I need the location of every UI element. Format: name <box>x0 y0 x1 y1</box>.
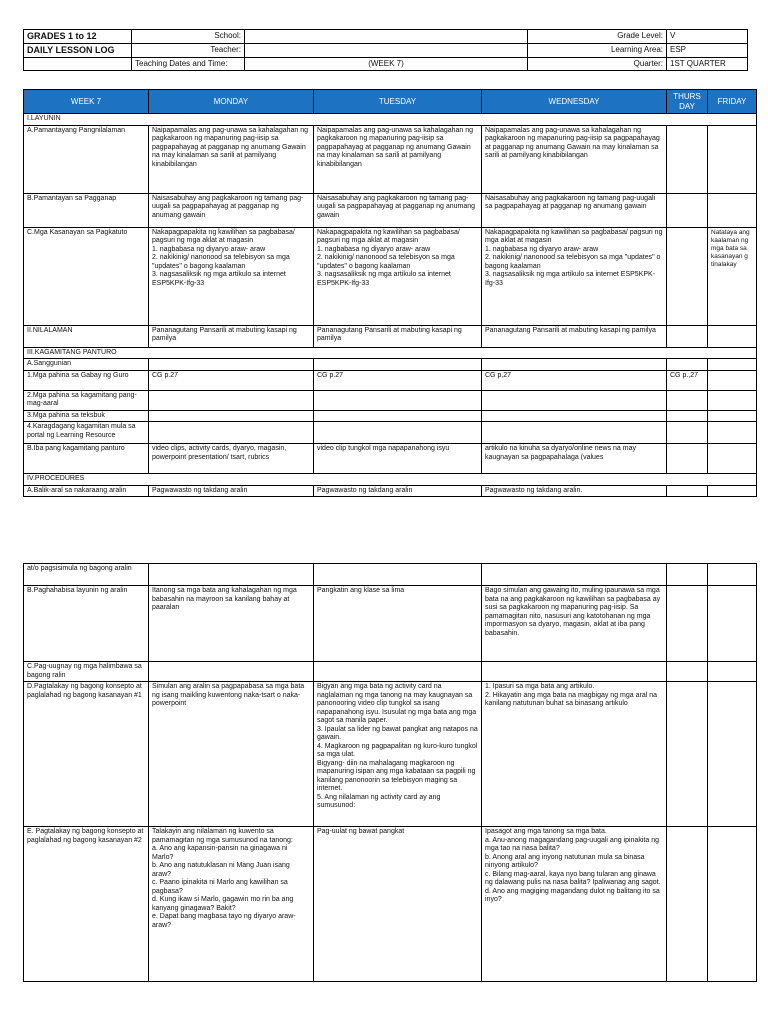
row-label: D.Pagtalakay ng bagong konsepto at paglalahad ng bagong kasanayan #1 <box>24 682 149 827</box>
row-label: A.Pamantayang Pangnilalaman <box>24 125 149 193</box>
teacher-label: Teacher: <box>132 44 245 58</box>
cell-wednesday: artikulo na kinuha sa dyaryo/online news na may kaugnayan sa pagpapahalaga (values <box>482 444 667 474</box>
cell-monday <box>149 390 314 410</box>
cell-monday: Naipapamalas ang pag-unawa sa kahalagahan ng pagkakaroon ng mapanuring pag-iisip sa pagpapahayag at pagganap ng anumang Gawain na may kinalaman sa sarili at pamilyang kinabibilangan <box>149 125 314 193</box>
row-label: E. Pagtalakay ng bagong konsepto at paglalahad ng bagong kasanayan #2 <box>24 827 149 982</box>
cell-thursday <box>667 682 708 827</box>
cell-friday <box>708 827 757 982</box>
cell-wednesday <box>482 390 667 410</box>
school-field[interactable] <box>245 30 528 44</box>
cell-tuesday <box>314 422 482 444</box>
row-label: A.Balik-aral sa nakaraang aralin <box>24 485 149 497</box>
cell-monday: Itanong sa mga bata ang kahalagahan ng mga babasahin na mayroon sa kanilang bahay at paaralan <box>149 586 314 662</box>
cell-monday: Pagwawasto ng takdang aralin <box>149 485 314 497</box>
cell-tuesday: Pananagutang Pansarili at mabuting kasapi ng pamilya <box>314 325 482 347</box>
cell-friday <box>708 485 757 497</box>
cell-thursday: CG p.,27 <box>667 370 708 390</box>
cell-friday <box>708 325 757 347</box>
cell-friday: Natataya ang kaalaman ng mga bata sa kasanayan g tinalakay <box>708 227 757 325</box>
section-procedures: IV.PROCEDURES <box>24 474 757 486</box>
cell-wednesday <box>482 422 667 444</box>
col-friday: FRIDAY <box>708 90 757 114</box>
cell-tuesday: Pagwawasto ng takdang aralin <box>314 485 482 497</box>
cell-monday: video clips, activity cards, dyaryo, magasin, powerpoint presentation/ tsart, rubrics <box>149 444 314 474</box>
cell-monday <box>149 662 314 682</box>
cell-tuesday: video clip tungkol mga napapanahong isyu <box>314 444 482 474</box>
teacher-field[interactable] <box>245 44 528 58</box>
cell-tuesday: Naisasabuhay ang pagkakaroon ng tamang pag-uugali sa pagpapahayag at pagganap ng anumang gawain <box>314 193 482 227</box>
cell-monday: Simulan ang aralin sa pagpapabasa sa mga bata ng isang maikling kuwentong naka-tsart o naka-powerpoint <box>149 682 314 827</box>
row-label: B.Iba pang kagamitang panturo <box>24 444 149 474</box>
cell-monday: Naisasabuhay ang pagkakaroon ng tamang pag-uugali sa pagpapahayag at pagganap ng anumang gawain <box>149 193 314 227</box>
quarter-value: 1ST QUARTER <box>667 58 748 71</box>
col-wednesday: WEDNESDAY <box>482 90 667 114</box>
cell-wednesday: Naipapamalas ang pag-unawa sa kahalagahan ng pagkakaroon ng mapanuring pag-iisip sa pagpapahayag at pagganap ng anumang Gawain na may kinalaman sa sarili at pamilyang kinabibilangan <box>482 125 667 193</box>
title-grades: GRADES 1 to 12 <box>24 30 132 44</box>
cell-monday <box>149 410 314 422</box>
cell-friday <box>708 370 757 390</box>
cell-wednesday: Pananagutang Pansarili at mabuting kasapi ng pamilya <box>482 325 667 347</box>
quarter-label: Quarter: <box>528 58 667 71</box>
col-week: WEEK 7 <box>24 90 149 114</box>
cell-friday <box>708 564 757 586</box>
grade-level-value: V <box>667 30 748 44</box>
cell-wednesday <box>482 359 667 371</box>
row-label: B.Pamantayan sa Pagganap <box>24 193 149 227</box>
lesson-log-header <box>23 29 748 71</box>
cell-thursday <box>667 485 708 497</box>
title-daily-lesson-log: DAILY LESSON LOG <box>24 44 132 58</box>
cell-thursday <box>667 586 708 662</box>
cell-wednesday: Nakapagpapakita ng kawilihan sa pagbabasa/ pagsuri ng mga aklat at magasin 1. nagbabasa ng diyaryo araw- araw 2. nakikinig/ nanonood sa telebisyon sa mga "updates" o bagong kaalaman 3. nagsasaliksik ng mga artikulo sa internet ESP5KPK-Ifg-33 <box>482 227 667 325</box>
cell-wednesday: Naisasabuhay ang pagkakaroon ng tamang pag-uugali sa pagpapahayag at pagganap ng anumang gawain <box>482 193 667 227</box>
cell-tuesday: Pag-uulat ng bawat pangkat <box>314 827 482 982</box>
cell-friday <box>708 444 757 474</box>
cell-monday: Talakayin ang nilalaman ng kuwento sa pamamagitan ng mga sumusunod na tanong: a. Ano ang kapansin-pansin na ginagawa ni Marlo? b. Ano ang natutuklasan ni Mang Juan isang araw? c. Paano ipinakita ni Marlo ang kawilihan sa pagbasa? d. Kung ikaw si Marlo, gagawin mo rin ba ang kanyang ginagawa? Bakit? e. Dapat bang magbasa tayo ng diyaryo araw-araw? <box>149 827 314 982</box>
cell-wednesday: Ipasagot ang mga tanong sa mga bata. a. Anu-anong magagandang pag-uugali ang ipinakita ng mga tao na nasa balita? b. Anong aral ang inyong natutunan mula sa binasa ninyong artikulo? c. Bilang mag-aaral, kaya nyo bang tularan ang ginawa ng dalawang pulis na nasa balita? Ipaliwanag ang sagot. d. Ano ang magiging magandang dulot ng balitang ito sa inyo? <box>482 827 667 982</box>
header-empty-cell <box>24 58 132 71</box>
cell-thursday <box>667 410 708 422</box>
cell-wednesday: Pagwawasto ng takdang aralin. <box>482 485 667 497</box>
cell-monday <box>149 564 314 586</box>
cell-thursday <box>667 422 708 444</box>
cell-thursday <box>667 359 708 371</box>
cell-thursday <box>667 125 708 193</box>
learning-area-value: ESP <box>667 44 748 58</box>
dates-label: Teaching Dates and Time: <box>132 58 245 71</box>
cell-tuesday <box>314 564 482 586</box>
grade-level-label: Grade Level: <box>528 30 667 44</box>
school-label: School: <box>132 30 245 44</box>
cell-wednesday <box>482 564 667 586</box>
cell-thursday <box>667 390 708 410</box>
row-label: 4.Karagdagang kagamitan mula sa portal ng Learning Resource <box>24 422 149 444</box>
row-label: 3.Mga pahina sa teksbuk <box>24 410 149 422</box>
row-label: A.Sanggunian <box>24 359 149 371</box>
cell-wednesday: Bago simulan ang gawaing ito, muling ipaunawa sa mga bata na ang pagkakaroon ng kawilihan sa pagbabasa ay susi sa pagkakaroon ng mapanuring pag-iisip. Sa pamamagitan nito, nasusuri ang katotohanan ng mga impormasyon sa dyaryo, magasin, aklat at iba pang babasahin. <box>482 586 667 662</box>
cell-monday <box>149 422 314 444</box>
cell-tuesday: Naipapamalas ang pag-unawa sa kahalagahan ng pagkakaroon ng mapanuring pag-iisip sa pagpapahayag at pagganap ng anumang Gawain na may kinalaman sa sarili at pamilyang kinabibilangan <box>314 125 482 193</box>
row-label: II.NILALAMAN <box>24 325 149 347</box>
row-label: C.Pag-uugnay ng mga halimbawa sa bagong ralin <box>24 662 149 682</box>
cell-thursday <box>667 662 708 682</box>
cell-wednesday <box>482 410 667 422</box>
cell-friday <box>708 586 757 662</box>
cell-friday <box>708 410 757 422</box>
cell-monday: Nakapagpapakita ng kawilihan sa pagbabasa/ pagsuri ng mga aklat at magasin 1. nagbabasa ng diyaryo araw- araw 2. nakikinig/ nanonood sa telebisyon sa mga "updates" o bagong kaalaman 3. nagsasaliksik ng mga artikulo sa internet ESP5KPK-Ifg-33 <box>149 227 314 325</box>
cell-thursday <box>667 564 708 586</box>
col-thursday: THURS DAY <box>667 90 708 114</box>
cell-tuesday: Nakapagpapakita ng kawilihan sa pagbabasa/ pagsuri ng mga aklat at magasin 1. nagbabasa ng diyaryo araw- araw 2. nakikinig/ nanonood sa telebisyon sa mga "updates" o bagong kaalaman 3. nagsasaliksik ng mga artikulo sa internet ESP5KPK-Ifg-33 <box>314 227 482 325</box>
cell-friday <box>708 662 757 682</box>
cell-friday <box>708 193 757 227</box>
cell-thursday <box>667 444 708 474</box>
cell-friday <box>708 422 757 444</box>
week-value: (WEEK 7) <box>245 58 528 71</box>
cell-tuesday: Pangkatin ang klase sa lima <box>314 586 482 662</box>
cell-tuesday <box>314 359 482 371</box>
cell-friday <box>708 359 757 371</box>
row-label: C.Mga Kasanayan sa Pagkatuto <box>24 227 149 325</box>
row-label: at/o pagsisimula ng bagong aralin <box>24 564 149 586</box>
cell-thursday <box>667 193 708 227</box>
row-label: 2.Mga pahina sa kagamitang pang-mag-aaral <box>24 390 149 410</box>
cell-thursday <box>667 827 708 982</box>
section-layunin: I.LAYUNIN <box>24 114 757 126</box>
cell-wednesday <box>482 662 667 682</box>
cell-monday: Pananagutang Pansarili at mabuting kasapi ng pamilya <box>149 325 314 347</box>
section-kagamitan: III.KAGAMITANG PANTURO <box>24 347 757 359</box>
col-monday: MONDAY <box>149 90 314 114</box>
cell-monday: CG p.27 <box>149 370 314 390</box>
cell-tuesday: Bigyan ang mga bata ng activity card na naglalaman ng mga tanong na may kaugnayan sa panonooring video clip tungkol sa isang napapanahong isyu. Isusulat ng mga bata ang mga sagot sa manila paper. 3. Ipaulat sa lider ng bawat pangkat ang natapos na gawain. 4. Magkaroon ng pagpapalitan ng kuro-kuro tungkol sa mga ulat. Bigyang- diin na mahalagang magkaroon ng mapanuring isipan ang mga kabataan sa pagpili ng kanilang panonoorin sa telebisyon maging sa internet. 5. Ang nilalaman ng activity card ay ang sumusunod: <box>314 682 482 827</box>
cell-tuesday <box>314 662 482 682</box>
learning-area-label: Learning Area: <box>528 44 667 58</box>
cell-wednesday: CG p,27 <box>482 370 667 390</box>
cell-friday <box>708 682 757 827</box>
cell-monday <box>149 359 314 371</box>
col-tuesday: TUESDAY <box>314 90 482 114</box>
cell-tuesday <box>314 390 482 410</box>
cell-thursday <box>667 325 708 347</box>
cell-tuesday: CG p.27 <box>314 370 482 390</box>
cell-thursday <box>667 227 708 325</box>
cell-wednesday: 1. Ipasuri sa mga bata ang artikulo. 2. Hikayatin ang mga bata na magbigay ng mga aral na kanilang natutunan buhat sa binasang artikulo <box>482 682 667 827</box>
cell-friday <box>708 125 757 193</box>
row-label: 1.Mga pahina sa Gabay ng Guro <box>24 370 149 390</box>
week-7-table-continued <box>23 563 757 982</box>
week-7-table <box>23 89 757 497</box>
cell-tuesday <box>314 410 482 422</box>
row-label: B.Paghahabisa layunin ng aralin <box>24 586 149 662</box>
cell-friday <box>708 390 757 410</box>
